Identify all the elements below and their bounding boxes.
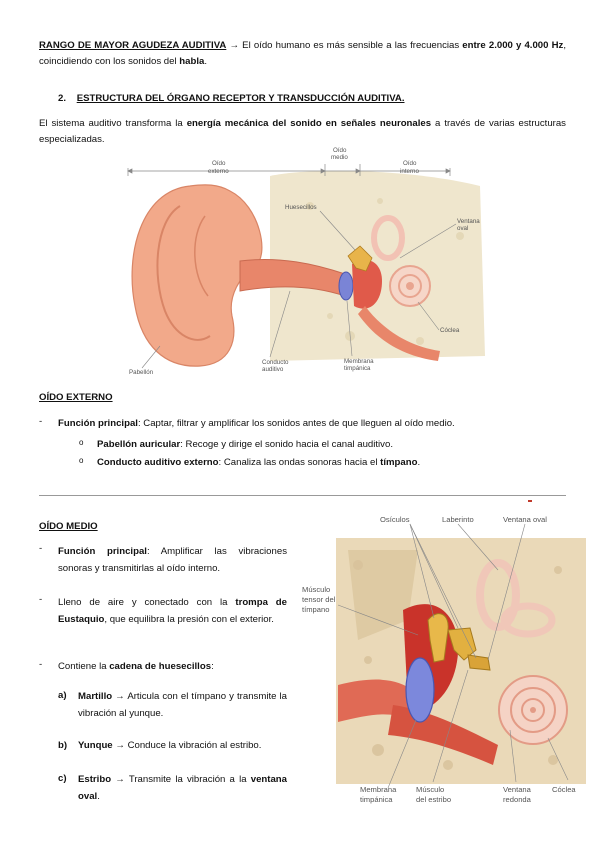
- label-ventana-redonda: Ventana: [503, 785, 531, 794]
- red-mark: [528, 500, 532, 502]
- oido-externo-sub-1: Pabellón auricular: Recoge y dirige el sonido hacia el canal auditivo.: [97, 439, 393, 450]
- bullet-dash: -: [39, 416, 43, 427]
- header-title: RANGO DE MAYOR AGUDEZA AUDITIVA: [39, 40, 227, 51]
- oido-externo-funcion: Función principal: Captar, filtrar y amplificar los sonidos antes de que lleguen al oído medio.: [58, 418, 455, 429]
- svg-text:del estribo: del estribo: [416, 795, 452, 804]
- svg-text:redonda: redonda: [503, 795, 531, 804]
- tympanic-membrane: [406, 658, 434, 722]
- label-huesecillos: Huesecillos: [285, 204, 317, 211]
- oido-medio-item-2: Lleno de aire y conectado con la trompa de Eustaquio, que equilibra la presión con el exterior.: [58, 597, 287, 625]
- label-ventana-oval: Ventana oval: [503, 515, 547, 524]
- oido-medio-sub-yunque: Yunque → Conduce la vibración al estribo.: [78, 740, 262, 751]
- label-oido-interno: Oído: [403, 160, 417, 167]
- svg-text:auditivo: auditivo: [262, 366, 284, 373]
- label-oido-externo: Oído: [212, 160, 226, 167]
- section-heading: 2. ESTRUCTURA DEL ÓRGANO RECEPTOR Y TRANSDUCCIÓN AUDITIVA.: [58, 93, 405, 104]
- header-paragraph: RANGO DE MAYOR AGUDEZA AUDITIVA → El oído humano es más sensible a las frecuencias entre 2.000 y 4.000 Hz, coincidiendo con los sonidos del habla.: [39, 40, 566, 67]
- oido-medio-item-1: Función principal: Amplificar las vibraciones sonoras y transmitirlas al oído interno.: [58, 546, 287, 574]
- oido-medio-sub-martillo: Martillo → Articula con el tímpano y transmite la vibración al yunque.: [78, 691, 287, 719]
- section-title: ESTRUCTURA DEL ÓRGANO RECEPTOR Y TRANSDUCCIÓN AUDITIVA.: [76, 93, 405, 104]
- label-membrana: Membrana: [344, 358, 374, 365]
- oido-medio-heading: OÍDO MEDIO: [39, 521, 98, 532]
- label-membrana: Membrana: [360, 785, 397, 794]
- oido-medio-item-3: Contiene la cadena de huesecillos:: [58, 661, 214, 672]
- ear-anatomy-figure: [120, 146, 492, 384]
- oido-medio-sub-estribo: Estribo → Transmite la vibración a la ventana oval.: [78, 774, 287, 802]
- oido-externo-heading: OÍDO EXTERNO: [39, 392, 113, 403]
- label-coclea: Cóclea: [552, 785, 576, 794]
- svg-text:interno: interno: [400, 168, 419, 175]
- label-ventana-oval: Ventana: [457, 218, 480, 225]
- svg-text:timpánica: timpánica: [360, 795, 393, 804]
- svg-text:tensor del: tensor del: [302, 595, 336, 604]
- label-laberinto: Laberinto: [442, 515, 474, 524]
- label-oido-medio: Oído: [333, 147, 347, 154]
- label-coclea: Cóclea: [440, 327, 460, 334]
- sub-marker: b): [58, 740, 68, 751]
- bullet-circle: o: [79, 456, 84, 465]
- label-musculo-tensor: Músculo: [302, 585, 331, 594]
- sub-marker: a): [58, 690, 67, 701]
- svg-text:tímpano: tímpano: [302, 605, 330, 614]
- section-divider: [39, 495, 566, 496]
- tympanic-membrane: [339, 272, 353, 300]
- middle-ear-figure: [298, 510, 590, 810]
- sub-marker: c): [58, 773, 67, 784]
- oido-externo-sub-2: Conducto auditivo externo: Canaliza las ondas sonoras hacia el tímpano.: [97, 457, 421, 468]
- label-pabellon: Pabellón: [129, 369, 154, 376]
- bullet-circle: o: [79, 438, 84, 447]
- label-musculo-estribo: Músculo: [416, 785, 445, 794]
- svg-text:medio: medio: [331, 154, 348, 161]
- label-osiculos: Osículos: [380, 515, 410, 524]
- svg-text:oval: oval: [457, 225, 469, 232]
- label-conducto: Conducto: [262, 359, 289, 366]
- svg-text:externo: externo: [208, 168, 229, 175]
- section-intro: El sistema auditivo transforma la energía mecánica del sonido en señales neuronales a través de varias estructuras especializadas.: [39, 118, 566, 145]
- svg-text:timpánica: timpánica: [344, 365, 371, 372]
